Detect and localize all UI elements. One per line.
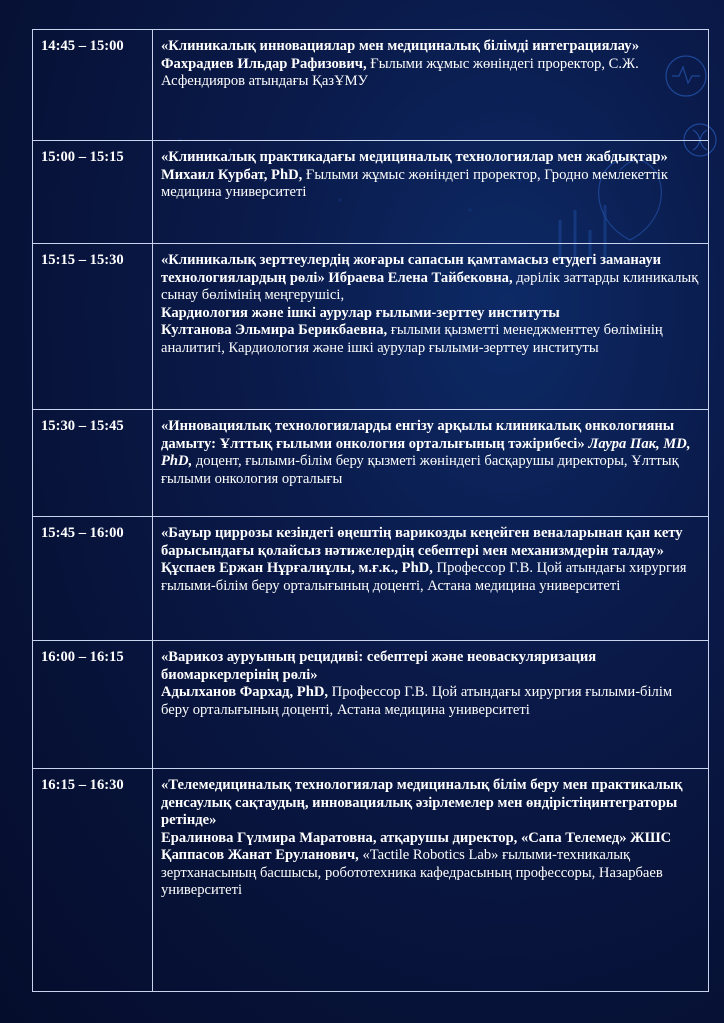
talk-title: «Телемедициналық технологиялар медициналық білім беру мен практикалық денсаулық сақтаудың, инновациялық әзірлемелер мен өндірістіңинтеграторы ретінде» bbox=[161, 777, 683, 828]
speaker-name: Қаппасов Жанат Еруланович, bbox=[161, 847, 359, 863]
speaker-affiliation: Ғылыми жұмыс жөніндегі проректор, Гродно мемлекеттік медицина университеті bbox=[161, 166, 668, 200]
time-label: 16:00 – 16:15 bbox=[41, 649, 124, 665]
table-row bbox=[33, 641, 709, 769]
speaker-name: Фахрадиев Ильдар Рафизович, bbox=[161, 55, 367, 72]
time-label: 15:00 – 15:15 bbox=[41, 149, 124, 165]
time-label: 15:15 – 15:30 bbox=[41, 252, 124, 268]
talk-cell bbox=[153, 141, 709, 244]
schedule-table bbox=[32, 29, 709, 992]
time-label: 15:45 – 16:00 bbox=[41, 525, 124, 541]
talk-cell bbox=[153, 769, 709, 992]
time-label: 15:30 – 15:45 bbox=[41, 418, 124, 434]
talk-cell bbox=[153, 641, 709, 769]
time-label: 16:15 – 16:30 bbox=[41, 777, 124, 793]
speaker-affiliation: Ғылыми жұмыс жөніндегі проректор, С.Ж. Асфендияров атындағы ҚазҰМУ bbox=[161, 55, 639, 89]
talk-title: «Клиникалық зерттеулердің жоғары сапасын қамтамасыз етудегі заманауи технологиялардың рөлі» bbox=[161, 252, 662, 286]
table-row bbox=[33, 244, 709, 410]
time-cell bbox=[33, 141, 153, 244]
speaker-name: Михаил Курбат, PhD, bbox=[161, 166, 303, 183]
institute-name: Кардиология және ішкі аурулар ғылыми-зерттеу институты bbox=[161, 304, 560, 321]
talk-cell bbox=[153, 30, 709, 141]
talk-cell bbox=[153, 410, 709, 517]
talk-title: «Инновациялық технологияларды енгізу арқылы клиникалық онкологияны дамыту: Ұлттық ғылыми онкология орталығының тәжірибесі» bbox=[161, 418, 675, 452]
speaker-name: Құспаев Ержан Нұрғалиұлы, м.ғ.к., PhD, bbox=[161, 560, 433, 576]
talk-title: «Варикоз ауруының рецидиві: себептері және неоваскуляризация биомаркерлерінің рөлі» bbox=[161, 649, 597, 683]
table-row bbox=[33, 410, 709, 517]
time-cell bbox=[33, 244, 153, 410]
talk-cell bbox=[153, 244, 709, 410]
table-row bbox=[33, 141, 709, 244]
time-cell bbox=[33, 410, 153, 517]
time-cell bbox=[33, 769, 153, 992]
talk-title: «Клиникалық инновациялар мен медициналық білімді интеграциялау» bbox=[161, 38, 640, 54]
speaker-name: Адылханов Фархад, PhD, bbox=[161, 684, 329, 700]
speaker-affiliation: «Tactile Robotics Lab» ғылыми-техникалық зертханасының басшысы, робототехника кафедрасының профессоры, Назарбаев университеті bbox=[161, 847, 663, 898]
speaker-affiliation: Профессор Г.В. Цой атындағы хирургия ғылыми-білім беру орталығының доценті, Астана медицина университеті bbox=[161, 684, 673, 718]
speaker-name: Ибраева Елена Тайбековна, bbox=[324, 269, 513, 286]
speaker-name: Култанова Эльмира Берикбаевна, bbox=[161, 322, 388, 338]
table-row bbox=[33, 769, 709, 992]
talk-title: «Клиникалық практикадағы медициналық технологиялар мен жабдықтар» bbox=[161, 149, 668, 165]
time-label: 14:45 – 15:00 bbox=[41, 38, 124, 54]
speaker-affiliation: дәрілік заттарды клиникалық сынау бөлімінің меңгерушісі, bbox=[161, 269, 699, 303]
talk-cell bbox=[153, 517, 709, 641]
table-row bbox=[33, 517, 709, 641]
time-cell bbox=[33, 30, 153, 141]
time-cell bbox=[33, 641, 153, 769]
speaker-affiliation: Профессор Г.В. Цой атындағы хирургия ғылыми-білім беру орталығының доценті, Астана медицина университеті bbox=[161, 560, 687, 594]
time-cell bbox=[33, 517, 153, 641]
table-row bbox=[33, 30, 709, 141]
talk-title: «Бауыр циррозы кезіндегі өңештің варикозды кеңейген веналарынан қан кету барысындағы қолайсыз нәтижелердің себептері мен механизмдерін талдау» bbox=[161, 525, 683, 559]
speaker-affiliation: доцент, ғылыми-білім беру қызметі жөніндегі басқарушы директоры, Ұлттық ғылыми онкология орталығы bbox=[161, 453, 679, 487]
speaker-affiliation: ғылыми қызметті менеджменттеу бөлімінің аналитигі, Кардиология және ішкі аурулар ғылыми-зерттеу институты bbox=[161, 322, 663, 356]
speaker-name: Ералинова Гүлмира Маратовна, атқарушы директор, «Сапа Телемед» ЖШС bbox=[161, 829, 672, 846]
speaker-name: Лаура Пак, MD, PhD, bbox=[161, 435, 691, 469]
